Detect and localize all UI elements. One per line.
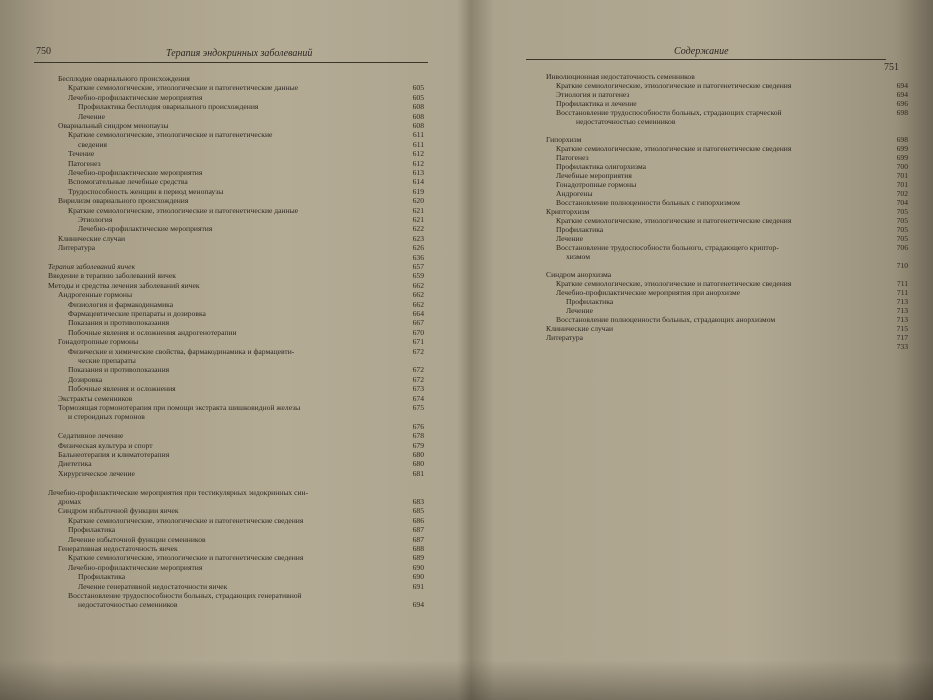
toc-entry-title: недостаточностью семенников bbox=[576, 117, 676, 126]
toc-entry-title: Гипорхизм bbox=[546, 135, 582, 144]
toc-entry-title: Хирургическое лечение bbox=[58, 468, 135, 478]
toc-entry bbox=[68, 591, 424, 600]
toc-entry bbox=[556, 225, 908, 234]
toc-entry bbox=[68, 300, 424, 309]
toc-entry bbox=[556, 189, 908, 198]
toc-entry-page: 605 bbox=[412, 83, 424, 93]
toc-entry-page: 673 bbox=[412, 384, 424, 394]
toc-entry-page: 681 bbox=[412, 468, 424, 478]
toc-entry-page: 678 bbox=[412, 431, 424, 441]
toc-entry bbox=[48, 488, 424, 497]
toc-entry bbox=[68, 328, 424, 337]
toc-entry-title: Бальнеотерапия и климатотерапия bbox=[58, 450, 170, 459]
toc-entry-page: 664 bbox=[412, 309, 424, 318]
toc-entry bbox=[566, 252, 908, 261]
toc-entry-page: 690 bbox=[412, 562, 424, 572]
toc-entry-title: Диететика bbox=[58, 459, 92, 469]
toc-entry bbox=[68, 535, 424, 544]
toc-entry-title: Трудоспособность женщин в период менопаузы bbox=[68, 186, 224, 196]
running-head: Содержание bbox=[674, 46, 729, 57]
toc-entry-page: 717 bbox=[896, 333, 908, 342]
toc-entry-title: Инволюционная недостаточность семенников bbox=[546, 72, 695, 81]
toc-entry-title: Восстановление полноценности больных, страдающих анорхизмом bbox=[556, 315, 776, 324]
toc-entry-page: 711 bbox=[896, 279, 908, 288]
toc-entry bbox=[546, 324, 908, 333]
toc-entry-title: недостаточностью семенников bbox=[78, 600, 178, 610]
toc-entry-title: Лечебные мероприятия bbox=[556, 171, 632, 180]
toc-entry-page: 608 bbox=[412, 111, 424, 121]
toc-entry-page: 713 bbox=[896, 315, 908, 324]
toc-entry bbox=[556, 99, 908, 108]
toc-entry bbox=[58, 394, 424, 403]
toc-entry-page: 685 bbox=[412, 506, 424, 516]
toc-entry-title: Дозировка bbox=[68, 374, 103, 384]
toc-entry bbox=[68, 563, 424, 572]
toc-entry-title: Патогенез bbox=[556, 153, 589, 162]
toc-entry-page: 702 bbox=[896, 189, 908, 198]
toc-entry bbox=[556, 162, 908, 171]
toc-entry-page: 698 bbox=[896, 135, 908, 144]
toc-entry-title: Побочные явления и осложнения bbox=[68, 384, 176, 394]
toc-entry bbox=[58, 337, 424, 346]
toc-entry-title: Лечебно-профилактические мероприятия при анорхизме bbox=[556, 288, 741, 297]
toc-entry bbox=[546, 270, 908, 279]
toc-entry-title: Течение bbox=[68, 149, 95, 159]
page-number: 750 bbox=[36, 46, 51, 57]
toc-entry-page: 694 bbox=[412, 600, 424, 610]
toc-entry-page: 705 bbox=[896, 225, 908, 234]
toc-entry bbox=[58, 450, 424, 459]
toc-entry bbox=[566, 306, 908, 315]
toc-entry-page: 667 bbox=[412, 318, 424, 328]
toc-entry-page: 657 bbox=[412, 262, 424, 271]
toc-entry-title: Лечение bbox=[556, 234, 583, 243]
toc-entry-page: 636 bbox=[412, 252, 424, 262]
toc-entry-page: 622 bbox=[412, 224, 424, 234]
toc-entry bbox=[78, 356, 424, 365]
toc-entry bbox=[556, 81, 908, 90]
toc-entry-page: 614 bbox=[412, 177, 424, 187]
toc-entry-page: 711 bbox=[896, 288, 908, 297]
toc-entry-title: Седативное лечение bbox=[58, 431, 124, 441]
toc-entry-page: 680 bbox=[412, 450, 424, 459]
toc-entry bbox=[68, 177, 424, 186]
toc-entry-title: Патогенез bbox=[68, 158, 101, 168]
toc-entry-title: Восстановление полноценности больных с гипорхизмом bbox=[556, 198, 740, 207]
toc-entry-page: 662 bbox=[412, 290, 424, 300]
toc-entry-title: Введение в терапию заболеваний яичек bbox=[48, 271, 176, 281]
toc-entry-title: Этиология bbox=[78, 215, 113, 224]
toc-entry-title: Восстановление трудоспособности больных, страдающих старческой bbox=[556, 108, 782, 117]
toc-entry bbox=[556, 90, 908, 99]
toc-entry-title: Лечебно-профилактические мероприятия bbox=[68, 92, 203, 102]
toc-entry-title: Профилактика олигорхизма bbox=[556, 162, 646, 171]
toc-entry-title: Этиология и патогенез bbox=[556, 90, 630, 99]
toc-entry-title: Синдром избыточной функции яичек bbox=[58, 506, 179, 516]
page-number: 751 bbox=[884, 62, 899, 73]
toc-entry bbox=[68, 130, 424, 139]
toc-entry-title: ческие препараты bbox=[78, 356, 136, 365]
toc-entry-title: Профилактика бесплодия овариального происхождения bbox=[78, 102, 259, 112]
toc-entry-page: 670 bbox=[412, 327, 424, 337]
toc-entry-page: 705 bbox=[896, 234, 908, 243]
toc-entry bbox=[68, 375, 424, 384]
toc-entry-page: 696 bbox=[896, 99, 908, 108]
toc-entry-page: 621 bbox=[412, 215, 424, 224]
toc-entry-title: Краткие семиологические, этиологические и патогенетические сведения bbox=[68, 553, 304, 563]
toc-entry bbox=[556, 234, 908, 243]
toc-entry bbox=[68, 168, 424, 177]
toc-entry bbox=[58, 121, 424, 130]
toc-entry-title: Гонадотропные гормоны bbox=[58, 337, 139, 347]
toc-entry-title: Показания и противопоказания bbox=[68, 365, 170, 375]
right-page bbox=[466, 0, 933, 700]
toc-entry-title: Краткие семиологические, этиологические и патогенетические данные bbox=[68, 205, 299, 215]
toc-entry-page: 683 bbox=[412, 497, 424, 506]
toc-entry bbox=[556, 108, 908, 117]
toc-entry bbox=[78, 582, 424, 591]
toc-entry-title: Тормозящая гормонотерапия при помощи экстракта шишковидной железы bbox=[58, 403, 301, 412]
left-page bbox=[0, 0, 466, 700]
toc-entry bbox=[556, 171, 908, 180]
toc-entry bbox=[58, 234, 424, 243]
toc-entry-title: Физическая культура и спорт bbox=[58, 440, 153, 450]
toc-entry-title: Фармацевтические препараты и дозировка bbox=[68, 309, 206, 318]
toc-entry-page: 706 bbox=[896, 243, 908, 252]
toc-entry-title: Вирилизм овариального происхождения bbox=[58, 196, 189, 206]
toc-entry-title: Побочные явления и осложнения андрогенотерапии bbox=[68, 327, 237, 337]
toc-entry-page: 612 bbox=[412, 158, 424, 168]
toc-entry-page: 608 bbox=[412, 102, 424, 112]
toc-entry bbox=[68, 553, 424, 562]
toc-entry bbox=[78, 572, 424, 581]
toc-entry-page: 688 bbox=[412, 544, 424, 553]
toc-entry-page: 621 bbox=[412, 205, 424, 215]
toc-entry-page: 620 bbox=[412, 196, 424, 206]
toc-entry bbox=[68, 149, 424, 158]
toc-entry bbox=[48, 271, 424, 280]
toc-entry-page: 694 bbox=[896, 81, 908, 90]
toc-entry-page: 671 bbox=[412, 337, 424, 347]
toc-entry-title: Физические и химические свойства, фармакодинамика и фармацевти- bbox=[68, 346, 295, 356]
toc-entry bbox=[58, 544, 424, 553]
toc-entry-page: 690 bbox=[412, 572, 424, 582]
toc-entry-title: Андрогенные гормоны bbox=[58, 290, 133, 300]
toc-entry bbox=[48, 262, 424, 271]
toc-entry-title: Краткие семиологические, этиологические и патогенетические сведения bbox=[68, 515, 304, 525]
toc-entry-title: Лечение избыточной функции семенников bbox=[68, 534, 206, 544]
toc-entry-title: Лечебно-профилактические мероприятия bbox=[78, 224, 213, 234]
toc-entry-title: Профилактика bbox=[78, 572, 126, 582]
toc-entry bbox=[556, 288, 908, 297]
toc-entry-page: 672 bbox=[412, 365, 424, 375]
toc-entry bbox=[78, 600, 424, 609]
toc-entry bbox=[68, 422, 424, 431]
toc-entry bbox=[58, 469, 424, 478]
toc-entry-title: Клинические случаи bbox=[58, 233, 126, 243]
toc-entry bbox=[68, 365, 424, 374]
toc-entry-page: 662 bbox=[412, 280, 424, 290]
toc-entry-title: Клинические случаи bbox=[546, 324, 614, 333]
toc-entry bbox=[78, 102, 424, 111]
toc-entry bbox=[68, 309, 424, 318]
toc-entry bbox=[546, 135, 908, 144]
toc-entry bbox=[556, 144, 908, 153]
toc-entry bbox=[48, 281, 424, 290]
toc-entry-title: Профилактика bbox=[556, 225, 604, 234]
toc-entry bbox=[546, 342, 908, 351]
toc-entry-page: 679 bbox=[412, 440, 424, 450]
toc-entry bbox=[546, 207, 908, 216]
toc-entry-title: дромах bbox=[58, 497, 82, 506]
toc-entry bbox=[556, 279, 908, 288]
toc-entry-page: 608 bbox=[412, 121, 424, 130]
toc-entry bbox=[78, 224, 424, 233]
toc-entry-title: Бесплодие овариального происхождения bbox=[58, 74, 190, 83]
toc-entry bbox=[58, 497, 424, 506]
toc-entry-page: 704 bbox=[896, 198, 908, 207]
toc-entry-page: 676 bbox=[412, 421, 424, 431]
toc-entry-title: Профилактика bbox=[566, 297, 614, 306]
toc-entry bbox=[68, 412, 424, 421]
toc-entry-title: Краткие семиологические, этиологические и патогенетические сведения bbox=[556, 216, 792, 225]
toc-entry-title: Крипторхизм bbox=[546, 207, 590, 216]
header-rule bbox=[526, 59, 886, 60]
toc-entry bbox=[68, 93, 424, 102]
toc-entry-page: 672 bbox=[412, 374, 424, 384]
toc-entry-title: Лечебно-профилактические мероприятия bbox=[68, 168, 203, 177]
toc-entry bbox=[556, 243, 908, 252]
toc-entry bbox=[566, 297, 908, 306]
toc-entry-page: 705 bbox=[896, 207, 908, 216]
toc-entry-page: 713 bbox=[896, 297, 908, 306]
toc-entry-title: Синдром анорхизма bbox=[546, 270, 612, 279]
toc-entry-title: Краткие семиологические, этиологические и патогенетические данные bbox=[68, 83, 299, 93]
toc-entry-title: хизмом bbox=[566, 252, 591, 261]
toc-entry-title: Андрогены bbox=[556, 189, 593, 198]
toc-entry bbox=[48, 478, 424, 487]
toc-entry-title: Гонадотропные гормоны bbox=[556, 180, 637, 189]
toc-entry-page: 705 bbox=[896, 216, 908, 225]
toc-entry bbox=[58, 459, 424, 468]
toc-entry bbox=[68, 347, 424, 356]
toc-entry-page: 613 bbox=[412, 168, 424, 177]
toc-entry bbox=[556, 153, 908, 162]
toc-entry-title: Восстановление трудоспособности больного, страдающего криптор- bbox=[556, 243, 779, 252]
toc-entry-page: 686 bbox=[412, 515, 424, 525]
toc-entry bbox=[58, 431, 424, 440]
toc-entry-title: Экстракты семенников bbox=[58, 393, 133, 403]
toc-entry-title: Показания и противопоказания bbox=[68, 318, 170, 328]
toc-entry bbox=[58, 290, 424, 299]
toc-entry bbox=[78, 215, 424, 224]
toc-entry-title: Генеративная недостаточность яичек bbox=[58, 544, 178, 553]
toc-entry-title: Лечебно-профилактические мероприятия bbox=[68, 562, 203, 572]
header-rule bbox=[34, 62, 428, 63]
toc-entry bbox=[556, 216, 908, 225]
toc-entry-title: Лечение bbox=[566, 306, 593, 315]
toc-entry bbox=[68, 516, 424, 525]
toc-entry-title: Литература bbox=[546, 333, 584, 342]
toc-entry-title: Лечебно-профилактические мероприятия при тестикулярных эндокринных син- bbox=[48, 487, 309, 497]
toc-entry-page: 626 bbox=[412, 243, 424, 253]
toc-entry bbox=[546, 126, 908, 135]
toc-entry bbox=[556, 180, 908, 189]
toc-entry bbox=[556, 198, 908, 207]
toc-entry-page: 710 bbox=[896, 261, 908, 270]
toc-entry bbox=[68, 384, 424, 393]
toc-entry-title: Вспомогательные лечебные средства bbox=[68, 177, 188, 187]
toc-entry-page: 623 bbox=[412, 233, 424, 243]
toc-entry bbox=[58, 243, 424, 252]
toc-entry-title: Восстановление трудоспособности больных, страдающих генеративной bbox=[68, 591, 302, 600]
toc-entry-page: 698 bbox=[896, 108, 908, 117]
toc-entry bbox=[58, 74, 424, 83]
toc-entry-page: 619 bbox=[412, 186, 424, 196]
toc-entry bbox=[556, 261, 908, 270]
toc-entry-page: 701 bbox=[896, 180, 908, 189]
toc-entry-page: 680 bbox=[412, 459, 424, 469]
toc-entry bbox=[68, 318, 424, 327]
toc-entry-page: 675 bbox=[412, 403, 424, 412]
toc-entry-page: 701 bbox=[896, 171, 908, 180]
toc-entry-page: 700 bbox=[896, 162, 908, 171]
toc-entry-page: 713 bbox=[896, 306, 908, 315]
toc-entry-page: 659 bbox=[412, 271, 424, 281]
toc-entry bbox=[58, 441, 424, 450]
toc-entry-page: 611 bbox=[412, 139, 424, 149]
toc-entry-page: 689 bbox=[412, 553, 424, 563]
toc-entry-page: 691 bbox=[412, 581, 424, 591]
toc-entry-page: 611 bbox=[412, 130, 424, 140]
toc-entry-title: Лечение генеративной недостаточности яичек bbox=[78, 581, 228, 591]
toc-entry-page: 605 bbox=[412, 92, 424, 102]
toc-entry bbox=[546, 72, 908, 81]
toc-entry-title: Краткие семиологические, этиологические и патогенетические сведения bbox=[556, 81, 792, 90]
toc-entry-title: Физиология и фармакодинамика bbox=[68, 299, 174, 309]
toc-entry-page: 674 bbox=[412, 393, 424, 403]
toc-entry bbox=[58, 253, 424, 262]
toc-entry-page: 662 bbox=[412, 299, 424, 309]
toc-entry-page: 687 bbox=[412, 525, 424, 535]
toc-entry-title: Лечение bbox=[78, 111, 105, 121]
toc-entry bbox=[78, 112, 424, 121]
toc-entry bbox=[576, 117, 908, 126]
toc-entry bbox=[78, 140, 424, 149]
toc-entry-page: 672 bbox=[412, 346, 424, 356]
toc-entry bbox=[68, 83, 424, 92]
toc-entry-title: Терапия заболеваний яичек bbox=[48, 262, 136, 271]
toc-entry-page: 612 bbox=[412, 149, 424, 159]
toc-entry bbox=[556, 315, 908, 324]
toc-entry-page: 687 bbox=[412, 534, 424, 544]
toc-entry bbox=[68, 206, 424, 215]
toc-entry-title: Краткие семиологические, этиологические и патогенетические сведения bbox=[556, 144, 792, 153]
toc-entry-title: сведения bbox=[78, 139, 108, 149]
toc-entry-title: Методы и средства лечения заболеваний яичек bbox=[48, 280, 200, 290]
toc-entry-page: 715 bbox=[896, 324, 908, 333]
toc-entry bbox=[58, 506, 424, 515]
page-shadow bbox=[0, 660, 933, 700]
running-head: Терапия эндокринных заболеваний bbox=[166, 48, 313, 59]
toc-entry-title: Овариальный синдром менопаузы bbox=[58, 121, 169, 130]
toc-entry-title: Краткие семиологические, этиологические и патогенетические bbox=[68, 130, 273, 140]
toc-entry bbox=[68, 159, 424, 168]
toc-entry bbox=[68, 187, 424, 196]
toc-entry bbox=[58, 403, 424, 412]
toc-entry bbox=[546, 333, 908, 342]
toc-entry-title: и стероидных гормонов bbox=[68, 412, 145, 422]
toc-entry-title: Профилактика и лечение bbox=[556, 99, 637, 108]
toc-entry-page: 699 bbox=[896, 153, 908, 162]
toc-entry-page: 699 bbox=[896, 144, 908, 153]
toc-entry-title: Краткие семиологические, этиологические и патогенетические сведения bbox=[556, 279, 792, 288]
toc-entry-page: 733 bbox=[896, 342, 908, 351]
toc-entry bbox=[58, 196, 424, 205]
toc-entry bbox=[68, 525, 424, 534]
toc-entry-title: Профилактика bbox=[68, 525, 116, 535]
toc-entry-page: 694 bbox=[896, 90, 908, 99]
toc-entry-title: Литература bbox=[58, 243, 96, 253]
